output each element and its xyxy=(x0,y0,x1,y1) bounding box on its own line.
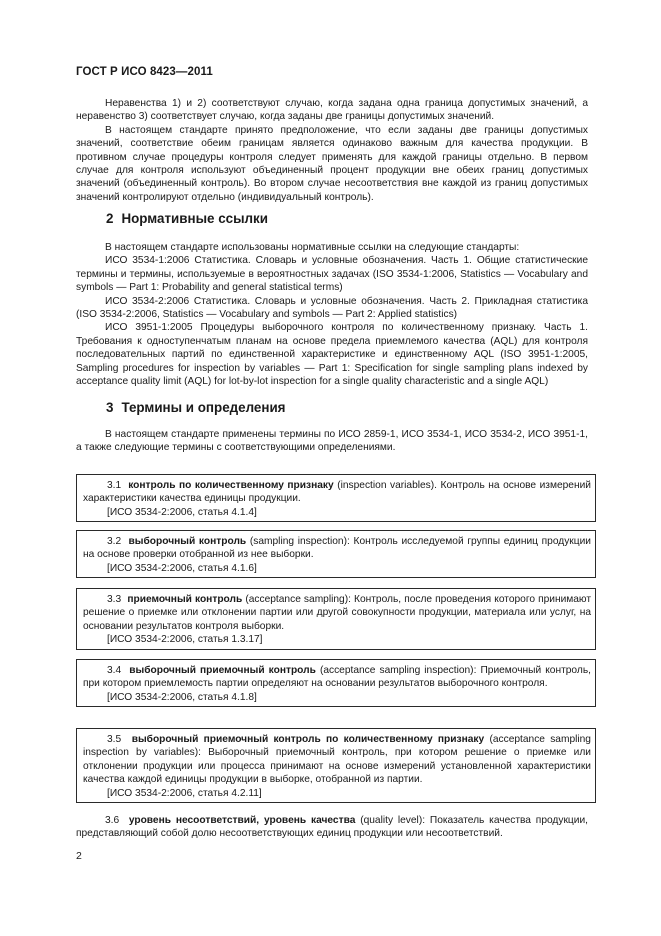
term-source: [ИСО 3534-2:2006, статья 1.3.17] xyxy=(107,634,263,646)
term-number: 3.4 xyxy=(107,665,122,676)
term-name: уровень несоответствий, уровень качества xyxy=(128,815,356,826)
term-definition xyxy=(83,593,591,633)
term-text: Контроль на основе измерений характеристики качества единицы продукции. xyxy=(83,480,591,505)
standard-header: ГОСТ Р ИСО 8423—2011 xyxy=(76,66,213,78)
term-text: Контроль исследуемой группы единиц продукции на основе проверки отобранной из нее выборки. xyxy=(83,536,591,561)
term-box xyxy=(76,728,596,803)
term-text: Показатель качества продукции, представляющий собой долю несоответствующих единиц продукции или несоответствий. xyxy=(76,815,588,840)
term-name: выборочный приемочный контроль по количественному признаку xyxy=(131,734,485,745)
section-number: 2 xyxy=(106,211,114,226)
term-source: [ИСО 3534-2:2006, статья 4.1.6] xyxy=(107,562,257,574)
section-2-heading xyxy=(106,211,268,226)
term-definition xyxy=(83,664,591,691)
paragraph: В настоящем стандарте принято предположение, что если заданы две границы допустимых значений, соответствие обеим границам является одинаково важным для качества продукции. В противном случае процедуры контроля следует применять для каждой границы отдельно. В первом случае для контроля используют объединенный процент продукции вне обеих границ допустимых значений (объединенный контроль). Во втором случае несоответствия вне каждой из границ допустимых значений контролируют отдельно (индивидуальный контроль). xyxy=(76,124,588,203)
reference-item: ИСО 3534-1:2006 Статистика. Словарь и условные обозначения. Часть 1. Общие статистические термины и термины, используемые в вероятностных задачах (ISO 3534-1:2006, Statistics — Vocabulary and symbols — Part 1: Probability and general statistical terms) xyxy=(76,255,588,294)
section-number: 3 xyxy=(106,400,114,415)
term-text: Контроль, после проведения которого принимают решение о приемке или отклонении партии или другой совокупности продукции, материала или услуг, на основании результатов контроля выборки. xyxy=(83,594,592,632)
section-3-intro xyxy=(76,428,588,455)
term-english: (acceptance sampling inspection): xyxy=(319,665,477,676)
term-english: (sampling inspection): xyxy=(249,536,350,547)
term-number: 3.2 xyxy=(107,536,122,547)
term-definition xyxy=(83,535,591,562)
term-source: [ИСО 3534-2:2006, статья 4.1.8] xyxy=(107,691,257,703)
term-box xyxy=(76,659,596,707)
term-name: выборочный контроль xyxy=(128,536,247,547)
normative-references xyxy=(76,241,588,388)
term-definition xyxy=(76,814,588,841)
reference-item: ИСО 3951-1:2005 Процедуры выборочного контроля по количественному признаку. Часть 1. Требования к одноступенчатым планам на основе предела приемлемого качества (AQL) для контроля последовательных партий по единственной характеристике и единственному AQL (ISO 3951-1:2005, Sampling procedures for inspection by variables — Part 1: Specification for single sampling plans indexed by acceptance quality limit (AQL) for lot-by-lot inspection for a single quality characteristic and a single AQL) xyxy=(76,322,588,388)
paragraph: В настоящем стандарте использованы нормативные ссылки на следующие стандарты: xyxy=(105,242,520,253)
paragraph: В настоящем стандарте применены термины по ИСО 2859-1, ИСО 3534-1, ИСО 3534-2, ИСО 3951-1, а также следующие термины с соответствующими определениями. xyxy=(76,429,588,454)
term-english: (acceptance sampling inspection by variables): xyxy=(83,734,591,759)
intro-text xyxy=(76,97,588,204)
term-text: Выборочный приемочный контроль, при котором решение о приемке или отклонении продукции или процесса принимают на основе измерений установленной характеристики качества каждой единицы продукции в выборке, отобранной из партии. xyxy=(83,747,591,786)
term-text: Приемочный контроль, при котором приемлемость партии определяют на основании результатов выборочного контроля. xyxy=(83,665,591,690)
paragraph: Неравенства 1) и 2) соответствуют случаю, когда задана одна граница допустимых значений, а неравенство 3) соответствует случаю, когда заданы две границы допустимых значений. xyxy=(76,98,588,123)
term-3-6 xyxy=(76,814,588,841)
term-source: [ИСО 3534-2:2006, статья 4.2.11] xyxy=(107,787,262,799)
reference-item: ИСО 3534-2:2006 Статистика. Словарь и условные обозначения. Часть 2. Прикладная статистика (ISO 3534-2:2006, Statistics — Vocabulary and symbols — Part 2: Applied statistics) xyxy=(76,295,588,321)
section-title: Нормативные ссылки xyxy=(121,211,268,226)
page-number: 2 xyxy=(76,850,82,862)
term-number: 3.1 xyxy=(107,480,122,491)
term-name: контроль по количественному признаку xyxy=(128,480,334,491)
term-number: 3.3 xyxy=(107,594,122,605)
term-name: выборочный приемочный контроль xyxy=(129,665,316,676)
term-definition xyxy=(83,733,591,787)
term-number: 3.6 xyxy=(105,815,120,826)
term-name: приемочный контроль xyxy=(127,594,243,605)
term-english: (acceptance sampling): xyxy=(245,594,351,605)
term-english: (inspection variables). xyxy=(337,480,437,491)
section-title: Термины и определения xyxy=(121,400,286,415)
term-box xyxy=(76,530,596,578)
term-english: (quality level): xyxy=(360,815,426,826)
term-box xyxy=(76,474,596,522)
section-3-heading xyxy=(106,400,286,415)
term-definition xyxy=(83,479,591,506)
term-number: 3.5 xyxy=(107,734,122,745)
term-box xyxy=(76,588,596,650)
term-source: [ИСО 3534-2:2006, статья 4.1.4] xyxy=(107,506,257,518)
